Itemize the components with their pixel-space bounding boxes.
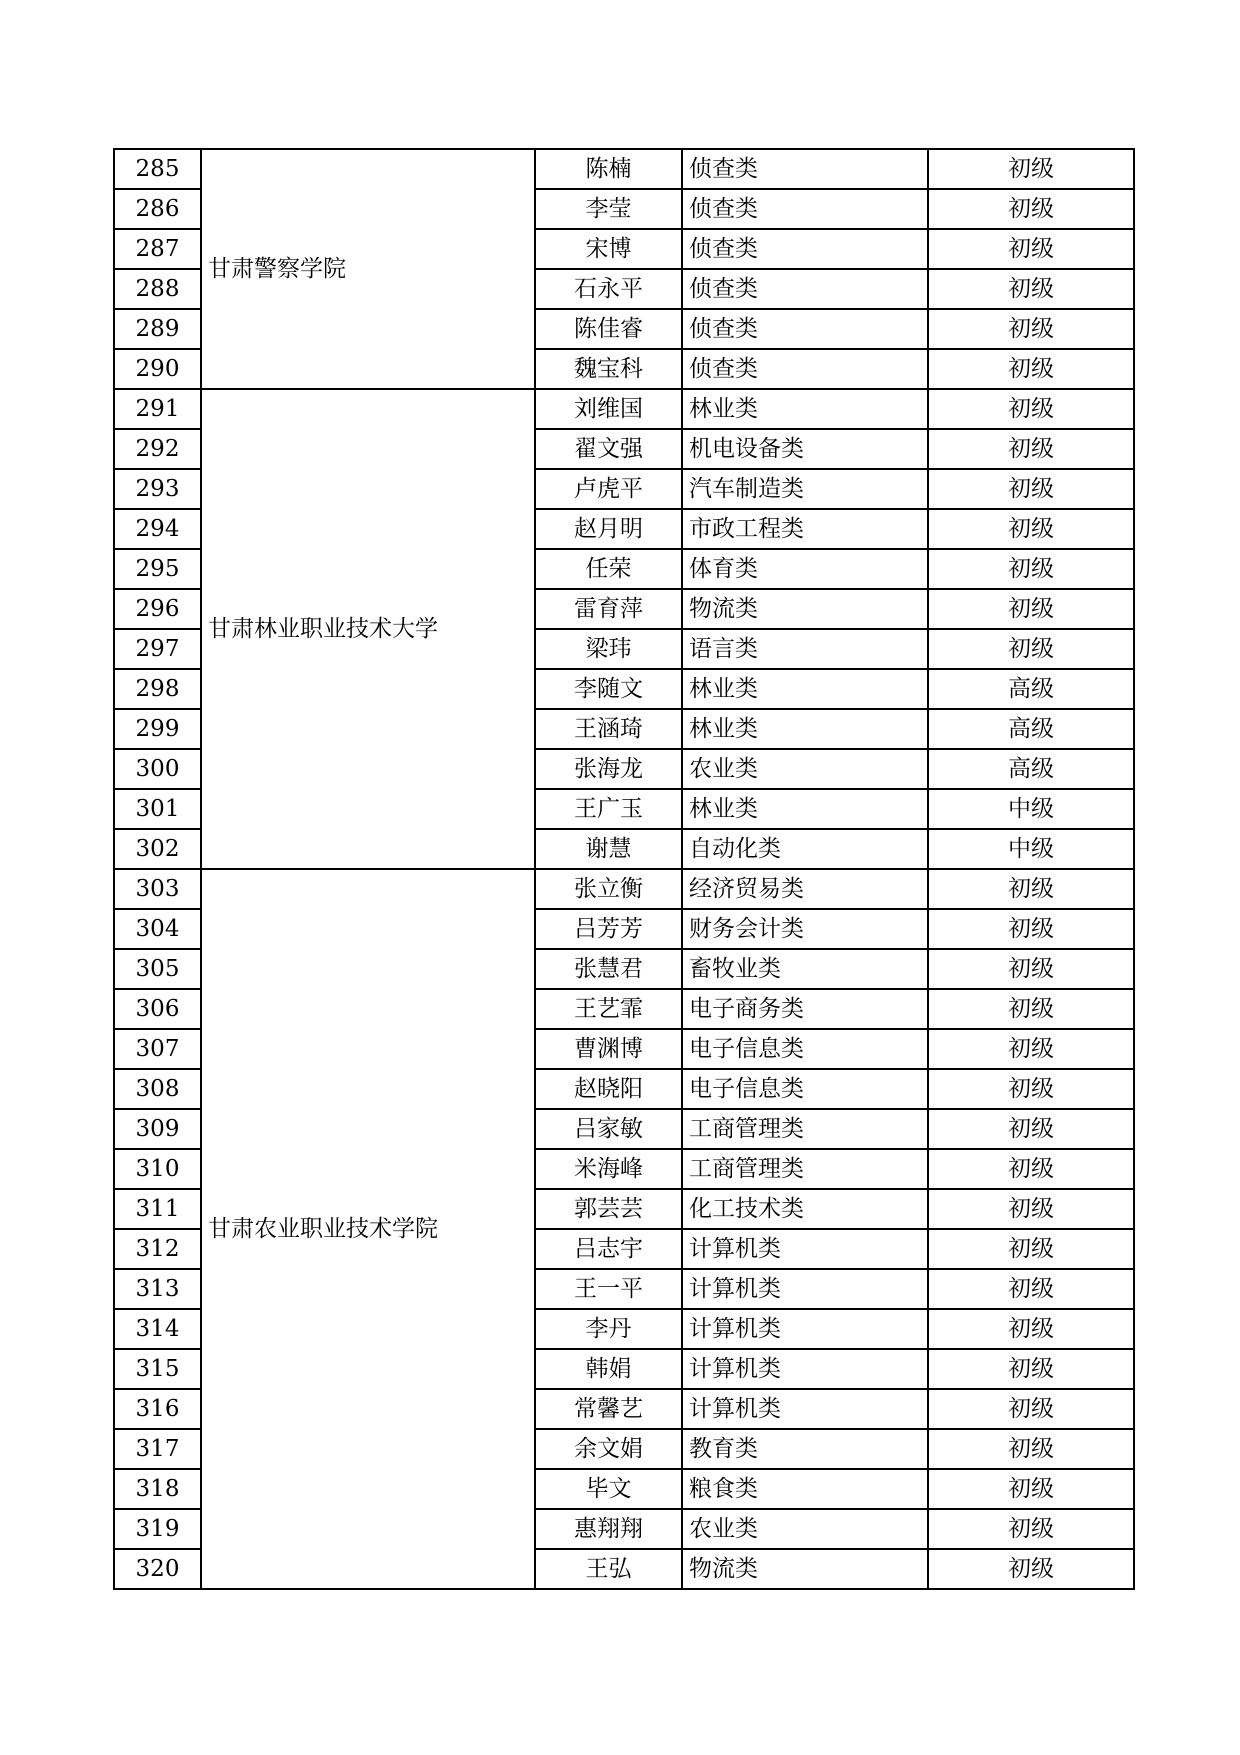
- school-name-cell: 甘肃农业职业技术学院: [201, 869, 535, 1589]
- level-cell: 初级: [928, 389, 1134, 429]
- person-name-cell: 王涵琦: [535, 709, 682, 749]
- person-name-cell: 惠翔翔: [535, 1509, 682, 1549]
- category-cell: 畜牧业类: [682, 949, 928, 989]
- serial-number-cell: 305: [114, 949, 201, 989]
- serial-number-cell: 313: [114, 1269, 201, 1309]
- person-name-cell: 米海峰: [535, 1149, 682, 1189]
- level-cell: 初级: [928, 349, 1134, 389]
- person-name-cell: 王艺霏: [535, 989, 682, 1029]
- serial-number-cell: 296: [114, 589, 201, 629]
- serial-number-cell: 306: [114, 989, 201, 1029]
- category-cell: 教育类: [682, 1429, 928, 1469]
- person-name-cell: 陈楠: [535, 149, 682, 189]
- serial-number-cell: 285: [114, 149, 201, 189]
- category-cell: 经济贸易类: [682, 869, 928, 909]
- serial-number-cell: 315: [114, 1349, 201, 1389]
- person-name-cell: 张慧君: [535, 949, 682, 989]
- level-cell: 初级: [928, 269, 1134, 309]
- serial-number-cell: 297: [114, 629, 201, 669]
- category-cell: 计算机类: [682, 1229, 928, 1269]
- level-cell: 初级: [928, 1349, 1134, 1389]
- person-name-cell: 吕芳芳: [535, 909, 682, 949]
- level-cell: 初级: [928, 909, 1134, 949]
- level-cell: 初级: [928, 1229, 1134, 1269]
- serial-number-cell: 320: [114, 1549, 201, 1589]
- level-cell: 初级: [928, 1029, 1134, 1069]
- person-name-cell: 李莹: [535, 189, 682, 229]
- serial-number-cell: 307: [114, 1029, 201, 1069]
- person-name-cell: 魏宝科: [535, 349, 682, 389]
- person-name-cell: 任荣: [535, 549, 682, 589]
- person-name-cell: 赵晓阳: [535, 1069, 682, 1109]
- category-cell: 计算机类: [682, 1349, 928, 1389]
- category-cell: 财务会计类: [682, 909, 928, 949]
- serial-number-cell: 300: [114, 749, 201, 789]
- school-name-cell: 甘肃林业职业技术大学: [201, 389, 535, 869]
- level-cell: 初级: [928, 589, 1134, 629]
- level-cell: 初级: [928, 309, 1134, 349]
- roster-table-body: [114, 149, 1134, 1589]
- table-row: [114, 389, 1134, 429]
- person-name-cell: 常馨艺: [535, 1389, 682, 1429]
- category-cell: 林业类: [682, 789, 928, 829]
- level-cell: 初级: [928, 1069, 1134, 1109]
- person-name-cell: 赵月明: [535, 509, 682, 549]
- category-cell: 计算机类: [682, 1389, 928, 1429]
- category-cell: 电子商务类: [682, 989, 928, 1029]
- level-cell: 初级: [928, 1309, 1134, 1349]
- person-name-cell: 吕家敏: [535, 1109, 682, 1149]
- category-cell: 自动化类: [682, 829, 928, 869]
- level-cell: 初级: [928, 149, 1134, 189]
- level-cell: 初级: [928, 1549, 1134, 1589]
- level-cell: 初级: [928, 509, 1134, 549]
- serial-number-cell: 316: [114, 1389, 201, 1429]
- level-cell: 高级: [928, 709, 1134, 749]
- serial-number-cell: 317: [114, 1429, 201, 1469]
- category-cell: 物流类: [682, 1549, 928, 1589]
- serial-number-cell: 318: [114, 1469, 201, 1509]
- person-name-cell: 陈佳睿: [535, 309, 682, 349]
- school-name-cell: 甘肃警察学院: [201, 149, 535, 389]
- person-name-cell: 郭芸芸: [535, 1189, 682, 1229]
- level-cell: 初级: [928, 189, 1134, 229]
- category-cell: 物流类: [682, 589, 928, 629]
- serial-number-cell: 299: [114, 709, 201, 749]
- category-cell: 语言类: [682, 629, 928, 669]
- person-name-cell: 韩娟: [535, 1349, 682, 1389]
- serial-number-cell: 314: [114, 1309, 201, 1349]
- category-cell: 体育类: [682, 549, 928, 589]
- category-cell: 林业类: [682, 709, 928, 749]
- person-name-cell: 张海龙: [535, 749, 682, 789]
- level-cell: 初级: [928, 229, 1134, 269]
- category-cell: 电子信息类: [682, 1029, 928, 1069]
- level-cell: 初级: [928, 429, 1134, 469]
- category-cell: 市政工程类: [682, 509, 928, 549]
- person-name-cell: 石永平: [535, 269, 682, 309]
- serial-number-cell: 310: [114, 1149, 201, 1189]
- level-cell: 初级: [928, 869, 1134, 909]
- serial-number-cell: 312: [114, 1229, 201, 1269]
- category-cell: 计算机类: [682, 1309, 928, 1349]
- person-name-cell: 王广玉: [535, 789, 682, 829]
- category-cell: 林业类: [682, 389, 928, 429]
- category-cell: 粮食类: [682, 1469, 928, 1509]
- person-name-cell: 谢慧: [535, 829, 682, 869]
- category-cell: 工商管理类: [682, 1109, 928, 1149]
- level-cell: 初级: [928, 1389, 1134, 1429]
- category-cell: 侦查类: [682, 349, 928, 389]
- category-cell: 化工技术类: [682, 1189, 928, 1229]
- person-name-cell: 毕文: [535, 1469, 682, 1509]
- serial-number-cell: 304: [114, 909, 201, 949]
- serial-number-cell: 303: [114, 869, 201, 909]
- level-cell: 初级: [928, 949, 1134, 989]
- level-cell: 初级: [928, 469, 1134, 509]
- serial-number-cell: 301: [114, 789, 201, 829]
- serial-number-cell: 298: [114, 669, 201, 709]
- person-name-cell: 翟文强: [535, 429, 682, 469]
- person-name-cell: 吕志宇: [535, 1229, 682, 1269]
- person-name-cell: 雷育萍: [535, 589, 682, 629]
- serial-number-cell: 295: [114, 549, 201, 589]
- level-cell: 初级: [928, 1149, 1134, 1189]
- level-cell: 中级: [928, 829, 1134, 869]
- category-cell: 侦查类: [682, 189, 928, 229]
- person-name-cell: 王弘: [535, 1549, 682, 1589]
- level-cell: 高级: [928, 749, 1134, 789]
- category-cell: 电子信息类: [682, 1069, 928, 1109]
- category-cell: 机电设备类: [682, 429, 928, 469]
- serial-number-cell: 309: [114, 1109, 201, 1149]
- category-cell: 侦查类: [682, 309, 928, 349]
- category-cell: 林业类: [682, 669, 928, 709]
- table-row: [114, 149, 1134, 189]
- level-cell: 初级: [928, 1469, 1134, 1509]
- level-cell: 初级: [928, 1109, 1134, 1149]
- table-row: [114, 869, 1134, 909]
- roster-table: [113, 148, 1135, 1590]
- level-cell: 初级: [928, 1189, 1134, 1229]
- serial-number-cell: 308: [114, 1069, 201, 1109]
- category-cell: 农业类: [682, 749, 928, 789]
- level-cell: 初级: [928, 1429, 1134, 1469]
- serial-number-cell: 291: [114, 389, 201, 429]
- category-cell: 侦查类: [682, 149, 928, 189]
- level-cell: 初级: [928, 989, 1134, 1029]
- serial-number-cell: 286: [114, 189, 201, 229]
- person-name-cell: 卢虎平: [535, 469, 682, 509]
- level-cell: 高级: [928, 669, 1134, 709]
- person-name-cell: 宋博: [535, 229, 682, 269]
- category-cell: 侦查类: [682, 269, 928, 309]
- level-cell: 初级: [928, 629, 1134, 669]
- serial-number-cell: 319: [114, 1509, 201, 1549]
- serial-number-cell: 302: [114, 829, 201, 869]
- serial-number-cell: 311: [114, 1189, 201, 1229]
- serial-number-cell: 288: [114, 269, 201, 309]
- person-name-cell: 余文娟: [535, 1429, 682, 1469]
- level-cell: 初级: [928, 1509, 1134, 1549]
- person-name-cell: 王一平: [535, 1269, 682, 1309]
- category-cell: 工商管理类: [682, 1149, 928, 1189]
- level-cell: 初级: [928, 549, 1134, 589]
- person-name-cell: 刘维国: [535, 389, 682, 429]
- person-name-cell: 曹渊博: [535, 1029, 682, 1069]
- level-cell: 中级: [928, 789, 1134, 829]
- category-cell: 农业类: [682, 1509, 928, 1549]
- serial-number-cell: 289: [114, 309, 201, 349]
- person-name-cell: 张立衡: [535, 869, 682, 909]
- person-name-cell: 李丹: [535, 1309, 682, 1349]
- serial-number-cell: 293: [114, 469, 201, 509]
- category-cell: 汽车制造类: [682, 469, 928, 509]
- serial-number-cell: 294: [114, 509, 201, 549]
- level-cell: 初级: [928, 1269, 1134, 1309]
- serial-number-cell: 290: [114, 349, 201, 389]
- category-cell: 计算机类: [682, 1269, 928, 1309]
- person-name-cell: 梁玮: [535, 629, 682, 669]
- serial-number-cell: 287: [114, 229, 201, 269]
- serial-number-cell: 292: [114, 429, 201, 469]
- person-name-cell: 李随文: [535, 669, 682, 709]
- category-cell: 侦查类: [682, 229, 928, 269]
